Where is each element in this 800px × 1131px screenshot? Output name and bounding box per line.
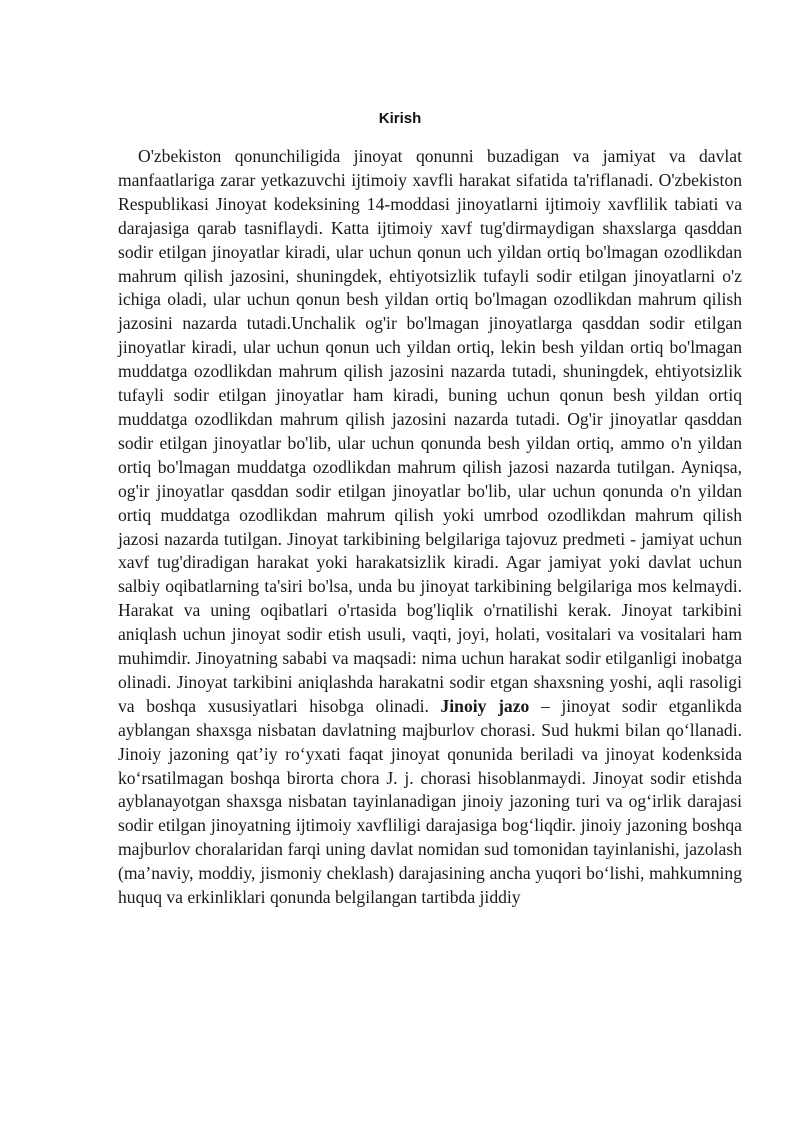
paragraph-text-part2: – jinoyat sodir etganlikda ayblangan shaxsga nisbatan davlatning majburlov chorasi. Sud hukmi bilan qo‘llanadi. Jinoiy jazoning qat’iy ro‘yxati faqat jinoyat qonunida beriladi va jinoyat kodenksida ko‘rsatilmagan boshqa birorta chora J. j. chorasi hisoblanmaydi. Jinoyat sodir etishda ayblanayotgan shaxsga nisbatan tayinlanadigan jinoiy jazoning turi va og‘irlik darajasi sodir etilgan jinoyatning ijtimoiy xavfliligi darajasiga bog‘liqdir. jinoiy jazoning boshqa majburlov choralaridan farqi uning davlat nomidan sud tomonidan tayinlanishi, jazolash (ma’naviy, moddiy, jismoniy cheklash) darajasining ancha yuqori bo‘lishi, mahkumning huquq va erkinliklari qonunda belgilangan tartibda jiddiy	[118, 695, 742, 908]
paragraph-text-part1: O'zbekiston qonunchiligida jinoyat qonunni buzadigan va jamiyat va davlat manfaatlariga zarar yetkazuvchi ijtimoiy xavfli harakat sifatida ta'riflanadi. O'zbekiston Respublikasi Jinoyat kodeksining 14-moddasi jinoyatlarni ijtimoiy xavflilik tabiati va darajasiga qarab tasniflaydi. Katta ijtimoiy xavf tug'dirmaydigan shaxslarga qasddan sodir etilgan jinoyatlar kiradi, ular uchun qonun uch yildan ortiq bo'lmagan ozodlikdan mahrum qilish jazosini, shuningdek, ehtiyotsizlik tufayli sodir etilgan jinoyatlarni o'z ichiga oladi, ular uchun qonun besh yildan ortiq bo'lmagan ozodlikdan mahrum qilish jazosini nazarda tutadi.Unchalik og'ir bo'lmagan jinoyatlarga qasddan sodir etilgan jinoyatlar kiradi, ular uchun qonun uch yildan ortiq, lekin besh yildan ortiq bo'lmagan muddatga ozodlikdan mahrum qilish jazosini nazarda tutadi, shuningdek, ehtiyotsizlik tufayli sodir etilgan jinoyatlar ham kiradi, buning uchun qonun besh yildan ortiq muddatga ozodlikdan mahrum qilish jazosini nazarda tutadi. Og'ir jinoyatlar qasddan sodir etilgan jinoyatlar bo'lib, ular uchun qonunda besh yildan ortiq, ammo o'n yildan ortiq bo'lmagan muddatga ozodlikdan mahrum qilish jazosi nazarda tutilgan. Ayniqsa, og'ir jinoyatlar qasddan sodir etilgan jinoyatlar bo'lib, ular uchun qonunda o'n yildan ortiq muddatga ozodlikdan mahrum qilish yoki umrbod ozodlikdan mahrum qilish jazosi nazarda tutilgan. Jinoyat tarkibining belgilariga tajovuz predmeti - jamiyat uchun xavf tug'diradigan harakat yoki harakatsizlik kiradi. Agar jamiyat yoki davlat uchun salbiy oqibatlarning ta'siri bo'lsa, unda bu jinoyat tarkibining belgilariga mos kelmaydi. Harakat va uning oqibatlari o'rtasida bog'liqlik o'rnatilishi kerak. Jinoyat tarkibini aniqlash uchun jinoyat sodir etish usuli, vaqti, joyi, holati, vositalari va vositalari ham muhimdir. Jinoyatning sababi va maqsadi: nima uchun harakat sodir etilganligi inobatga olinadi. Jinoyat tarkibini aniqlashda harakatni sodir etgan shaxsning yoshi, aqli rasoligi va boshqa xususiyatlari hisobga olinadi.	[118, 146, 742, 716]
page-title: Kirish	[378, 110, 422, 127]
body-paragraph	[118, 145, 742, 910]
bold-term: Jinoiy jazo	[440, 695, 530, 716]
